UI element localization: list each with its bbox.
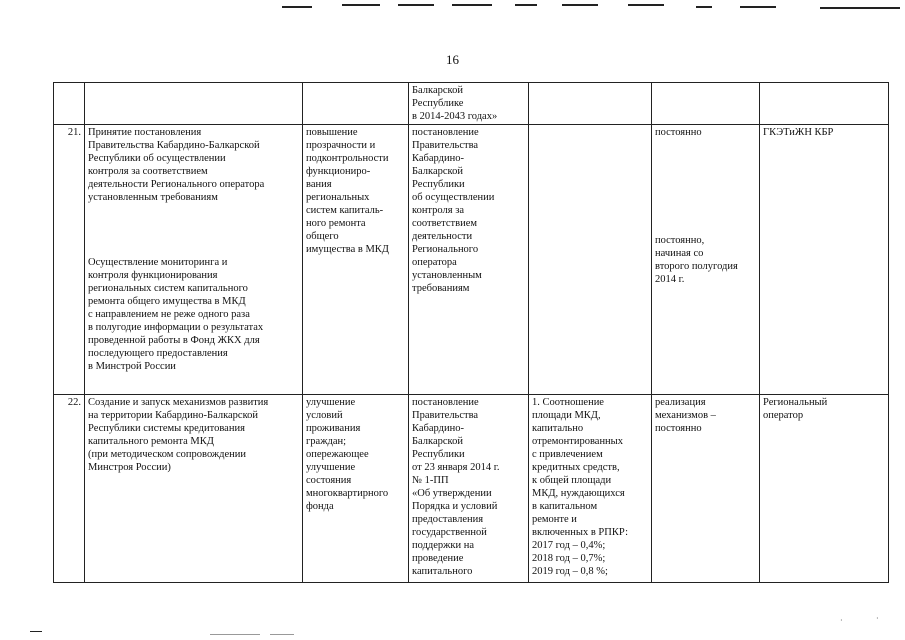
scan-artifact-line (270, 634, 294, 635)
indicator-cell (529, 125, 652, 395)
deadline-cell (652, 125, 760, 395)
scan-speck: · (876, 614, 879, 623)
document-cell: постановление Правительства Кабардино- Балкарской Республики от 23 января 2014 г. № 1-ПП «Об утверждении Порядка и условий предоставления государственной поддержки на проведение капитального (409, 395, 529, 583)
scan-artifact-line (282, 6, 312, 8)
measure-cell (85, 83, 303, 125)
executor-cell (760, 83, 889, 125)
scan-artifact-line (452, 4, 492, 6)
measure-cell: Создание и запуск механизмов развития на территории Кабардино-Балкарской Республики системы кредитования капитального ремонта МКД (при методическом сопровождении Минстроя России) (85, 395, 303, 583)
deadline-cell (652, 83, 760, 125)
cell-gap (655, 139, 756, 234)
executor-cell: Региональный оператор (760, 395, 889, 583)
cell-gap (88, 204, 299, 256)
scan-artifact-line (562, 4, 598, 6)
scan-artifact-line (820, 7, 900, 9)
deadline-text: постоянно, начиная со второго полугодия 2014 г. (655, 235, 738, 285)
scan-speck: · (840, 616, 843, 625)
document-cell: Балкарской Республике в 2014-2043 годах» (409, 83, 529, 125)
executor-cell: ГКЭТиЖН КБР (760, 125, 889, 395)
table-row (54, 83, 889, 125)
deadline-text: постоянно (655, 127, 702, 138)
scan-artifact-line (342, 4, 380, 6)
plan-table (53, 82, 889, 583)
measure-text: Принятие постановления Правительства Кабардино-Балкарской Республики об осуществлении контроля за соответствием деятельности Регионального оператора установленным требованиям (88, 127, 265, 203)
goal-cell (303, 83, 409, 125)
table-row (54, 125, 889, 395)
row-number-cell: 21. (54, 125, 85, 395)
measure-cell (85, 125, 303, 395)
scan-artifact-line (515, 4, 537, 6)
scan-artifact-line (696, 6, 712, 8)
page-number: 16 (446, 52, 459, 67)
row-number-cell: 22. (54, 395, 85, 583)
scan-artifact-line (740, 6, 776, 8)
row-number-cell (54, 83, 85, 125)
measure-text: Осуществление мониторинга и контроля функционирования региональных систем капитального ремонта общего имущества в МКД с направлением не реже одного раза в полугодие информации о результатах проведенной работы в Фонд ЖКХ для последующего предоставления в Минстрой России (88, 257, 264, 372)
goal-cell: улучшение условий проживания граждан; опережающее улучшение состояния многоквартирного фонда (303, 395, 409, 583)
scan-artifact-line (398, 4, 434, 6)
scan-artifact-line (210, 634, 260, 635)
table-row (54, 395, 889, 583)
scan-artifact-line (628, 4, 664, 6)
indicator-cell (529, 83, 652, 125)
scan-artifact-line (30, 631, 42, 632)
deadline-cell: реализация механизмов – постоянно (652, 395, 760, 583)
document-cell: постановление Правительства Кабардино- Балкарской Республики об осуществлении контроля за соответствием деятельности Регионального оператора установленным требованиям (409, 125, 529, 395)
goal-cell: повышение прозрачности и подконтрольности функциониро- вания региональных систем капиталь- ного ремонта общего имущества в МКД (303, 125, 409, 395)
indicator-cell: 1. Соотношение площади МКД, капитально отремонтированных с привлечением кредитных средств, к общей площади МКД, нуждающихся в капитальном ремонте и включенных в РПКР: 2017 год – 0,4%; 2018 год – 0,7%; 2019 год – 0,8 %; (529, 395, 652, 583)
